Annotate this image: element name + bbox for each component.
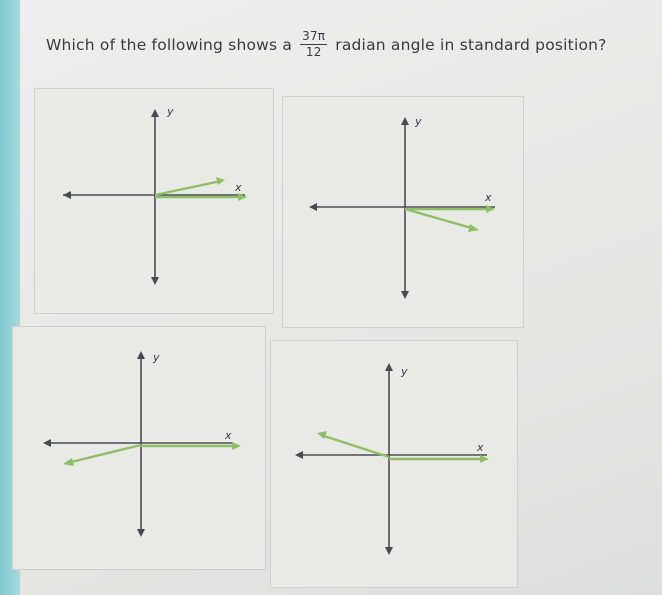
terminal-ray <box>155 181 221 195</box>
question-text <box>46 30 607 59</box>
question-prefix: Which of the following shows a <box>46 35 293 54</box>
x-axis-label: x <box>485 191 492 204</box>
y-axis-label: y <box>167 105 174 118</box>
y-axis-down-arrow <box>137 529 145 537</box>
y-axis-down-arrow <box>401 291 409 299</box>
angle-fraction <box>300 30 327 59</box>
terminal-ray <box>67 445 141 463</box>
x-axis-left-arrow <box>43 439 51 447</box>
y-axis-label: y <box>415 115 422 128</box>
terminal-ray-arrow <box>468 224 479 232</box>
fraction-denominator: 12 <box>305 45 322 59</box>
answer-choice-b[interactable] <box>282 96 524 328</box>
y-axis-down-arrow <box>151 277 159 285</box>
y-axis-up-arrow <box>137 351 145 359</box>
fraction-numerator: 37π <box>302 29 326 43</box>
terminal-ray-arrow <box>317 431 327 439</box>
initial-side-arrow <box>232 442 241 450</box>
x-axis-left-arrow <box>295 451 303 459</box>
x-axis-label: x <box>477 441 484 454</box>
answer-choice-c[interactable] <box>12 326 266 570</box>
answer-choice-a[interactable] <box>34 88 274 314</box>
x-axis-left-arrow <box>309 203 317 211</box>
terminal-ray-arrow <box>216 177 225 185</box>
initial-side-arrow <box>480 455 489 463</box>
terminal-ray-arrow <box>63 458 74 466</box>
terminal-ray <box>405 209 475 229</box>
choice-b-graph <box>283 97 523 327</box>
y-axis-down-arrow <box>385 547 393 555</box>
question-suffix: radian angle in standard position? <box>335 35 607 54</box>
choice-d-graph <box>271 341 517 587</box>
y-axis-up-arrow <box>401 117 409 125</box>
x-axis-left-arrow <box>63 191 71 199</box>
choice-c-graph <box>13 327 265 569</box>
choice-a-graph <box>35 89 273 313</box>
x-axis-label: x <box>235 181 242 194</box>
y-axis-label: y <box>401 365 408 378</box>
y-axis-up-arrow <box>151 109 159 117</box>
x-axis-label: x <box>225 429 232 442</box>
answer-choice-d[interactable] <box>270 340 518 588</box>
y-axis-up-arrow <box>385 363 393 371</box>
terminal-ray <box>321 435 389 457</box>
y-axis-label: y <box>153 351 160 364</box>
